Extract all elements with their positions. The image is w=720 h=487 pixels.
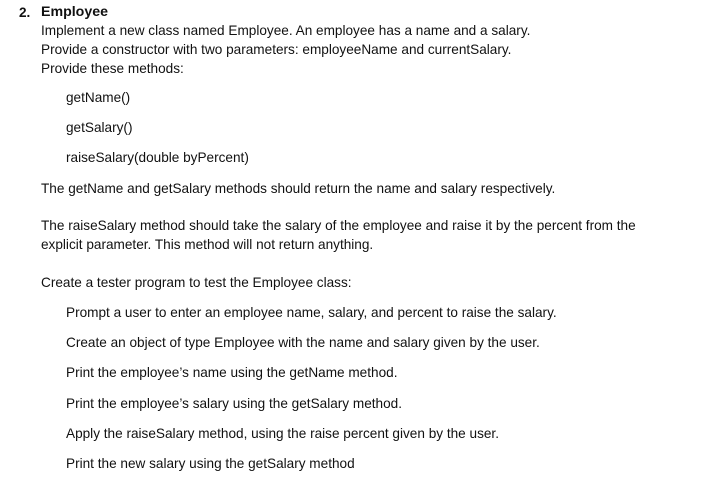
method-getname: getName() <box>66 90 131 105</box>
tester-step: Apply the raiseSalary method, using the raise percent given by the user. <box>66 426 499 441</box>
question-title: Employee <box>41 4 109 20</box>
raise-description-line: The raiseSalary method should take the salary of the employee and raise it by the percent from the <box>41 218 636 233</box>
intro-line: Implement a new class named Employee. An employee has a name and a salary. <box>41 23 531 38</box>
method-getsalary: getSalary() <box>66 120 133 135</box>
getters-description: The getName and getSalary methods should return the name and salary respectively. <box>41 181 556 196</box>
tester-step: Create an object of type Employee with the name and salary given by the user. <box>66 335 540 350</box>
raise-description-line: explicit parameter. This method will not return anything. <box>41 237 374 252</box>
tester-step: Print the employee’s name using the getName method. <box>66 365 398 380</box>
tester-step: Print the employee’s salary using the getSalary method. <box>66 396 403 411</box>
question-number: 2. <box>19 5 31 20</box>
method-raisesalary: raiseSalary(double byPercent) <box>66 150 249 165</box>
tester-heading: Create a tester program to test the Employee class: <box>41 275 352 290</box>
intro-line: Provide these methods: <box>41 61 184 76</box>
tester-step: Print the new salary using the getSalary method <box>66 456 355 471</box>
intro-line: Provide a constructor with two parameters: employeeName and currentSalary. <box>41 42 512 57</box>
tester-step: Prompt a user to enter an employee name, salary, and percent to raise the salary. <box>66 305 557 320</box>
